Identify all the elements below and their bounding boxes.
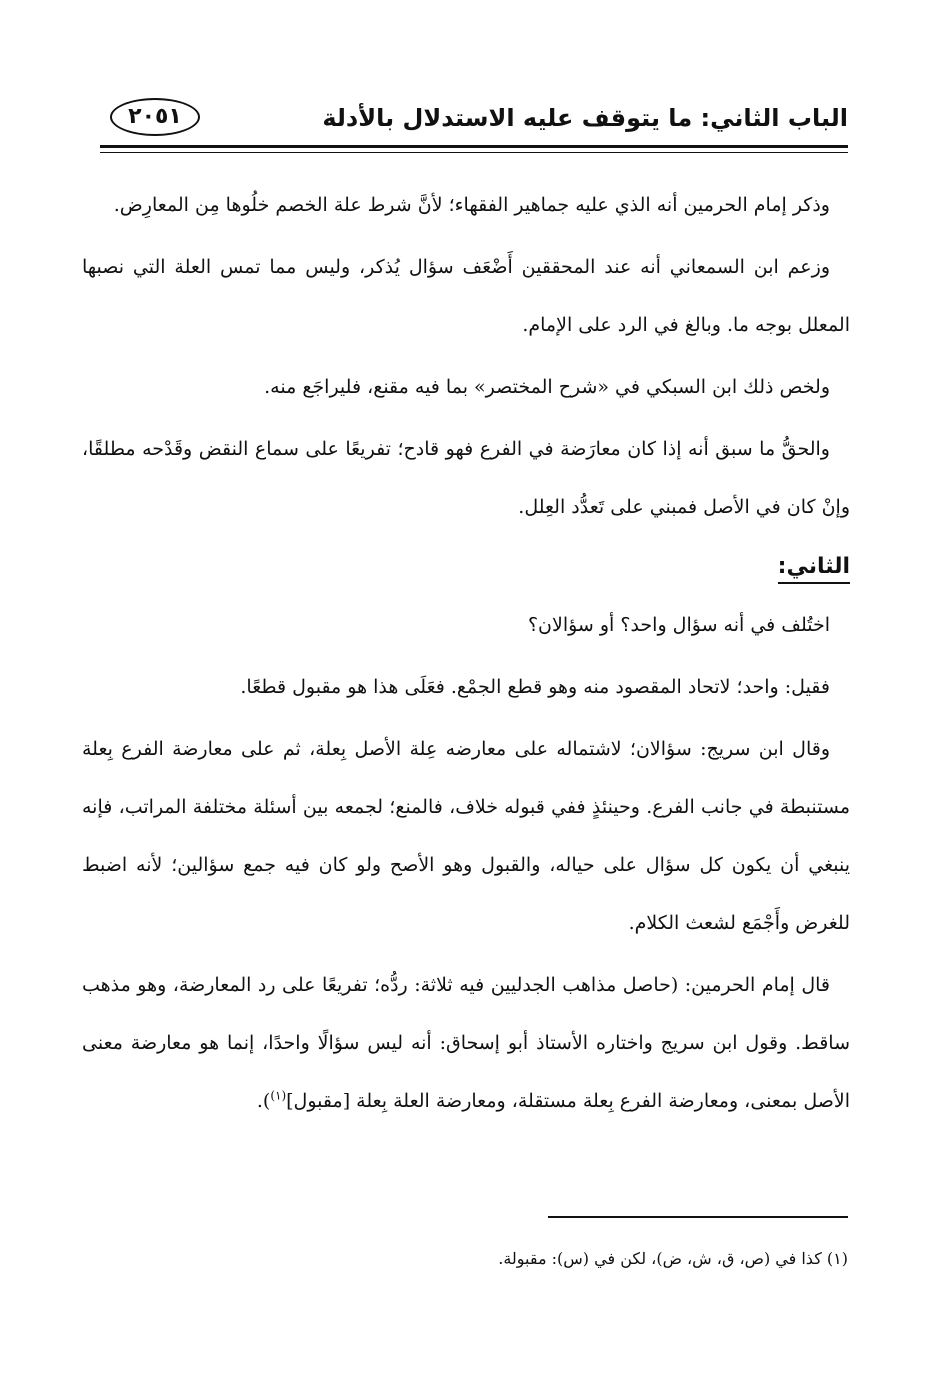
paragraph-with-footnote bbox=[82, 956, 850, 1130]
header-rule-thin bbox=[100, 152, 848, 153]
section-heading-label: الثاني: bbox=[778, 554, 850, 584]
paragraph: وقال ابن سريج: سؤالان؛ لاشتماله على معارضه عِلة الأصل بِعلة، ثم على معارضة الفرع بِعلة مستنبطة في جانب الفرع. وحينئذٍ ففي قبوله خلاف، فالمنع؛ لجمعه بين أسئلة مختلفة المراتب، فإنه ينبغي أن يكون كل سؤال على حياله، والقبول وهو الأصح ولو كان فيه جمع سؤالين؛ لأنه اضبط للغرض وأَجْمَع لشعث الكلام. bbox=[82, 738, 850, 934]
page-number-badge: ٢٠٥١ bbox=[110, 98, 200, 136]
footnote-reference[interactable]: (١) bbox=[270, 1088, 287, 1103]
footnote: (١) كذا في (ص، ق، ش، ض)، لكن في (س): مقبولة. bbox=[498, 1249, 848, 1268]
footnote-separator bbox=[548, 1216, 848, 1218]
paragraph: وذكر إمام الحرمين أنه الذي عليه جماهير الفقهاء؛ لأنَّ شرط علة الخصم خلُوها مِن المعارِض. bbox=[113, 194, 830, 216]
section-heading bbox=[82, 538, 850, 596]
paragraph: فقيل: واحد؛ لاتحاد المقصود منه وهو قطع الجمْع. فعَلَى هذا هو مقبول قطعًا. bbox=[240, 676, 830, 698]
main-text bbox=[82, 176, 850, 1130]
paragraph: وزعم ابن السمعاني أنه عند المحققين أَضْعَف سؤال يُذكر، وليس مما تمس العلة التي نصبها المعلل بوجه ما. وبالغ في الرد على الإمام. bbox=[82, 256, 850, 336]
header-rule-thick bbox=[100, 145, 848, 148]
paragraph: اختُلف في أنه سؤال واحد؟ أو سؤالان؟ bbox=[527, 614, 830, 636]
paragraph: ولخص ذلك ابن السبكي في «شرح المختصر» بما فيه مقنع، فليراجَع منه. bbox=[264, 376, 830, 398]
paragraph: والحقُّ ما سبق أنه إذا كان معارَضة في الفرع فهو قادح؛ تفريعًا على سماع النقض وقَدْحه مطلقًا، وإنْ كان في الأصل فمبني على تَعدُّد العِلل. bbox=[82, 438, 850, 518]
paragraph-tail: ). bbox=[256, 1090, 271, 1112]
chapter-title: الباب الثاني: ما يتوقف عليه الاستدلال بالأدلة bbox=[322, 104, 848, 132]
paragraph-text: قال إمام الحرمين: (حاصل مذاهب الجدليين فيه ثلاثة: ردُّه؛ تفريعًا على رد المعارضة، وهو مذهب ساقط. وقول ابن سريج واختاره الأستاذ أبو إسحاق: أنه ليس سؤالًا واحدًا، إنما هو معارضة معنى الأصل بمعنى، ومعارضة الفرع بِعلة مستقلة، ومعارضة العلة بِعلة [مقبول] bbox=[82, 974, 850, 1112]
running-header bbox=[100, 96, 848, 142]
